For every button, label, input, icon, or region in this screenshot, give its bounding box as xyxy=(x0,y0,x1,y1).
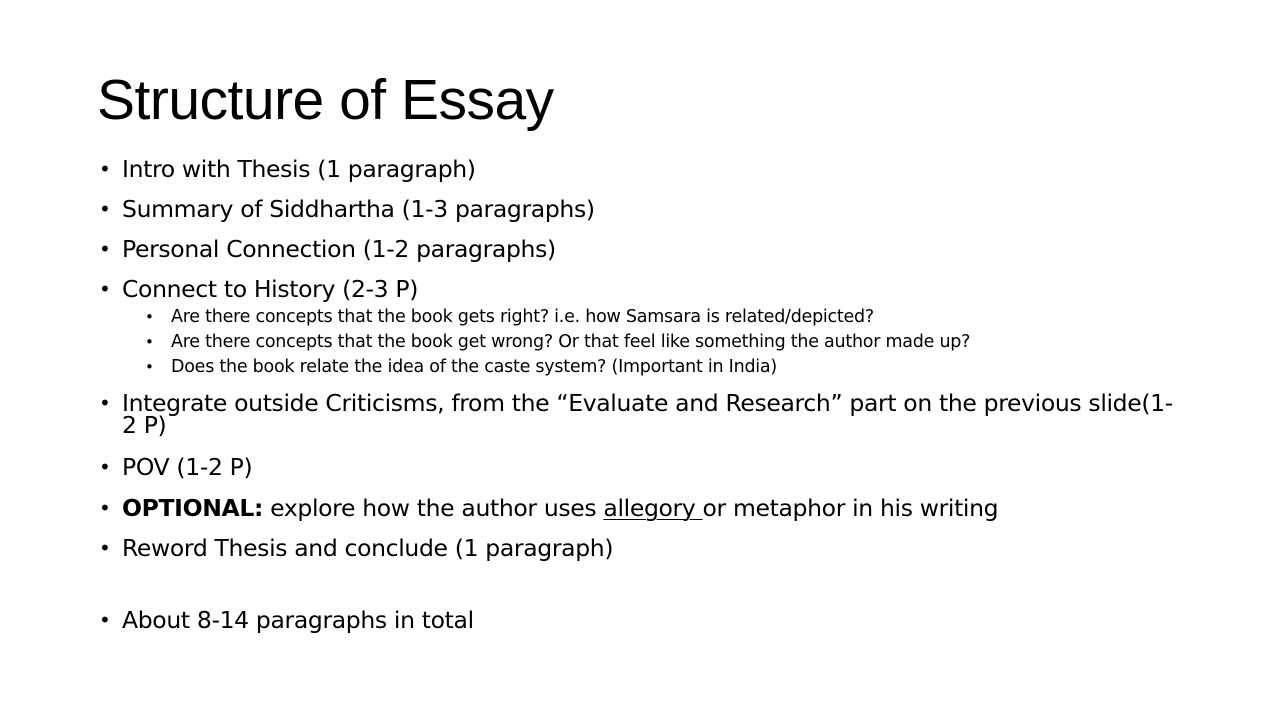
bullet-text: Personal Connection (1-2 paragraphs) xyxy=(122,235,556,263)
bullet-text: Summary of Siddhartha (1-3 paragraphs) xyxy=(122,195,595,223)
bullet-item-paragraph-count xyxy=(97,605,1177,634)
bullet-text: Integrate outside Criticisms, from the “Evaluate and Research” part on the previous slide(1-2 P) xyxy=(122,388,1173,439)
bullet-icon: • xyxy=(99,237,111,261)
bullet-icon: • xyxy=(99,454,111,479)
bullet-item-intro xyxy=(97,155,1177,183)
allegory-underlined-text: allegory xyxy=(603,493,703,522)
bullet-icon: • xyxy=(99,535,111,560)
bullet-icon: • xyxy=(99,607,111,632)
sub-bullet-text: Are there concepts that the book gets right? i.e. how Samsara is related/depicted? xyxy=(171,307,874,327)
sub-bullet-item-right-concepts xyxy=(97,307,1177,327)
bullet-icon: • xyxy=(99,390,111,415)
sub-bullet-text: Are there concepts that the book get wrong? Or that feel like something the author made up? xyxy=(171,331,971,352)
bullet-text: Reword Thesis and conclude (1 paragraph) xyxy=(122,533,614,562)
bullet-icon: • xyxy=(99,277,111,301)
bullet-item-connect-history xyxy=(97,275,1177,303)
bullet-item-summary xyxy=(97,195,1177,223)
bullet-icon: • xyxy=(99,495,111,520)
bullet-list xyxy=(97,152,1177,634)
bullet-item-criticisms xyxy=(97,388,1177,439)
bullet-item-optional xyxy=(97,493,1177,522)
bullet-text: Connect to History (2-3 P) xyxy=(122,275,419,303)
sub-bullet-icon: • xyxy=(145,358,154,376)
bullet-icon: • xyxy=(99,157,111,181)
sub-bullet-item-wrong-concepts xyxy=(97,331,1177,352)
bullet-item-reword-thesis xyxy=(97,533,1177,562)
sub-bullet-icon: • xyxy=(145,308,154,326)
optional-text-before: explore how the author uses xyxy=(263,493,604,522)
sub-bullet-icon: • xyxy=(145,332,154,351)
bullet-text: About 8-14 paragraphs in total xyxy=(122,605,474,634)
sub-bullet-text: Does the book relate the idea of the caste system? (Important in India) xyxy=(171,357,777,377)
bullet-text: Intro with Thesis (1 paragraph) xyxy=(122,155,476,183)
slide-title: Structure of Essay xyxy=(97,68,554,132)
optional-label: OPTIONAL: xyxy=(122,493,264,522)
optional-text-after: or metaphor in his writing xyxy=(702,493,999,522)
sub-bullet-item-caste-system xyxy=(97,357,1177,377)
bullet-item-pov xyxy=(97,452,1177,481)
bullet-icon: • xyxy=(99,197,111,221)
bullet-item-personal-connection xyxy=(97,235,1177,263)
bullet-text: POV (1-2 P) xyxy=(122,452,253,481)
